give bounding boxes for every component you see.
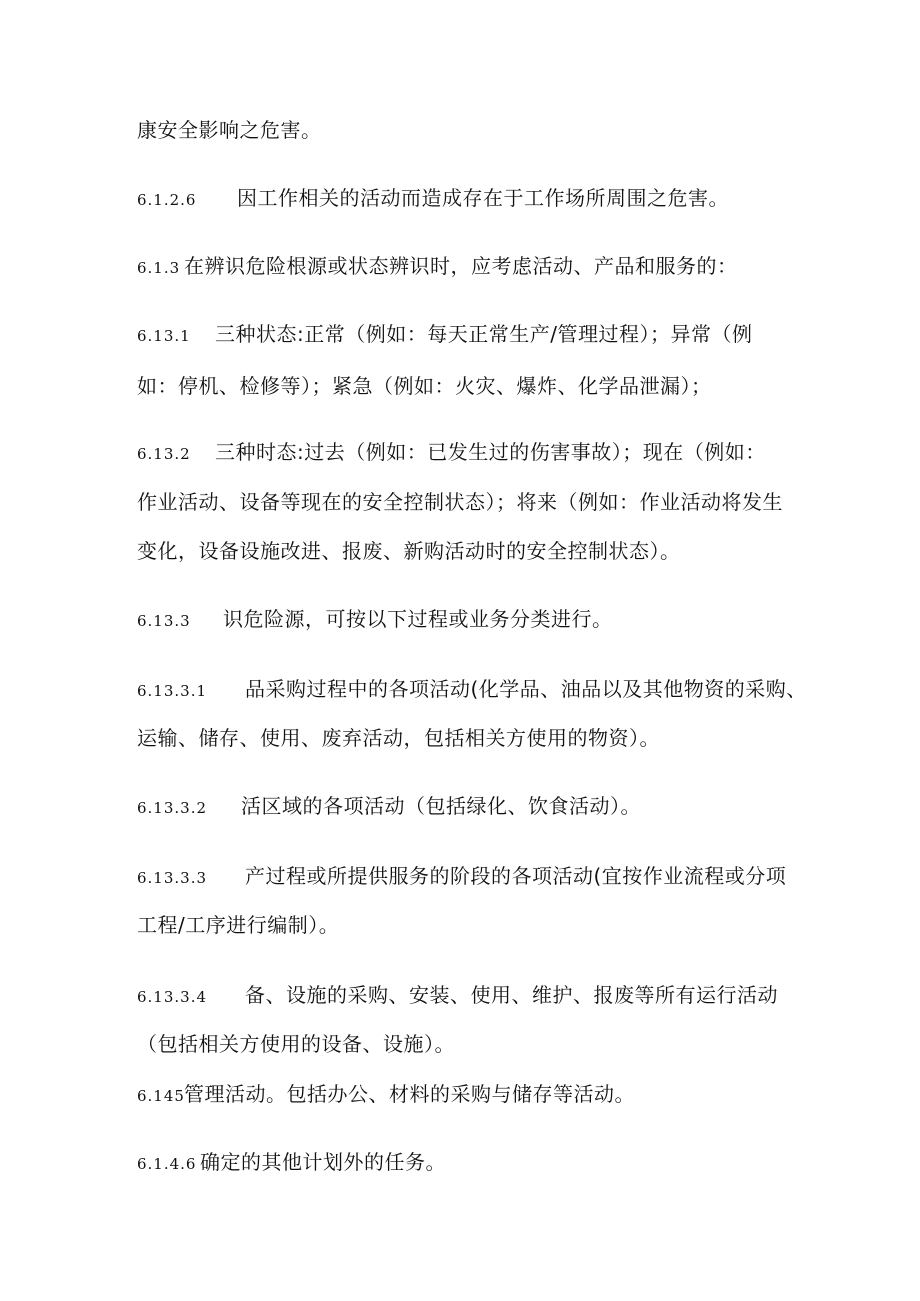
clause-number: 6.13.1 [137, 327, 191, 345]
clause-number: 6.145 [137, 1087, 185, 1105]
clause-text: 变化，设备设施改进、报废、新购活动时的安全控制状态）。 [137, 539, 681, 563]
text-line-15 [137, 983, 778, 1009]
clause-text: 活区域的各项活动（包括绿化、饮食活动）。 [241, 794, 641, 818]
text-line-3 [137, 254, 738, 280]
clause-text: 品采购过程中的各项活动(化学品、油品以及其他物资的采购、 [245, 677, 807, 701]
clause-text: 三种状态:正常（例如：每天正常生产/管理过程）；异常（例 [215, 322, 753, 346]
text-line-6 [137, 440, 766, 466]
text-line-8 [137, 539, 681, 563]
clause-text: 运输、储存、使用、废弃活动，包括相关方使用的物资）。 [137, 726, 660, 750]
clause-text: 作业活动、设备等现在的安全控制状态）；将来（例如：作业活动将发生 [137, 490, 783, 514]
clause-number: 6.1.2.6 [137, 191, 197, 209]
clause-text: 三种时态:过去（例如：已发生过的伤害事故）；现在（例如： [215, 440, 766, 464]
clause-number: 6.13.3.4 [137, 988, 208, 1006]
clause-text: 康安全影响之危害。 [137, 118, 322, 142]
text-line-11 [137, 726, 660, 750]
text-line-4 [137, 322, 752, 348]
clause-text: 备、设施的采购、安装、使用、维护、报废等所有运行活动 [245, 983, 778, 1007]
text-line-17 [137, 1082, 635, 1108]
clause-number: 6.13.3.1 [137, 682, 208, 700]
clause-text: 工程/工序进行编制）。 [137, 913, 340, 937]
text-line-16 [137, 1032, 455, 1056]
clause-number: 6.1.4.6 [137, 1155, 197, 1173]
clause-text: 如：停机、检修等）；紧急（例如：火灾、爆炸、化学品泄漏）； [137, 374, 712, 398]
clause-number: 6.13.3.2 [137, 799, 208, 817]
text-line-2 [137, 186, 729, 212]
clause-text: 在辨识危险根源或状态辨识时，应考虑活动、产品和服务的： [184, 254, 738, 278]
clause-text: 产过程或所提供服务的阶段的各项活动(宜按作业流程或分项 [245, 864, 787, 888]
text-line-13 [137, 864, 786, 890]
clause-text: 确定的其他计划外的任务。 [200, 1150, 446, 1174]
clause-number: 6.13.2 [137, 445, 191, 463]
clause-number: 6.13.3 [137, 612, 191, 630]
text-line-10 [137, 677, 807, 703]
clause-text: 因工作相关的活动而造成存在于工作场所周围之危害。 [237, 186, 729, 210]
clause-text: 识危险源，可按以下过程或业务分类进行。 [223, 607, 613, 631]
clause-number: 6.1.3 [137, 259, 181, 277]
clause-text: 管理活动。包括办公、材料的采购与储存等活动。 [184, 1082, 635, 1106]
clause-number: 6.13.3.3 [137, 869, 208, 887]
text-line-12 [137, 794, 641, 820]
clause-text: （包括相关方使用的设备、设施）。 [137, 1032, 455, 1056]
text-line-9 [137, 607, 613, 633]
text-line-1 [137, 118, 322, 142]
text-line-7 [137, 490, 783, 514]
text-line-18 [137, 1150, 446, 1176]
text-line-14 [137, 913, 339, 937]
text-line-5 [137, 374, 712, 398]
